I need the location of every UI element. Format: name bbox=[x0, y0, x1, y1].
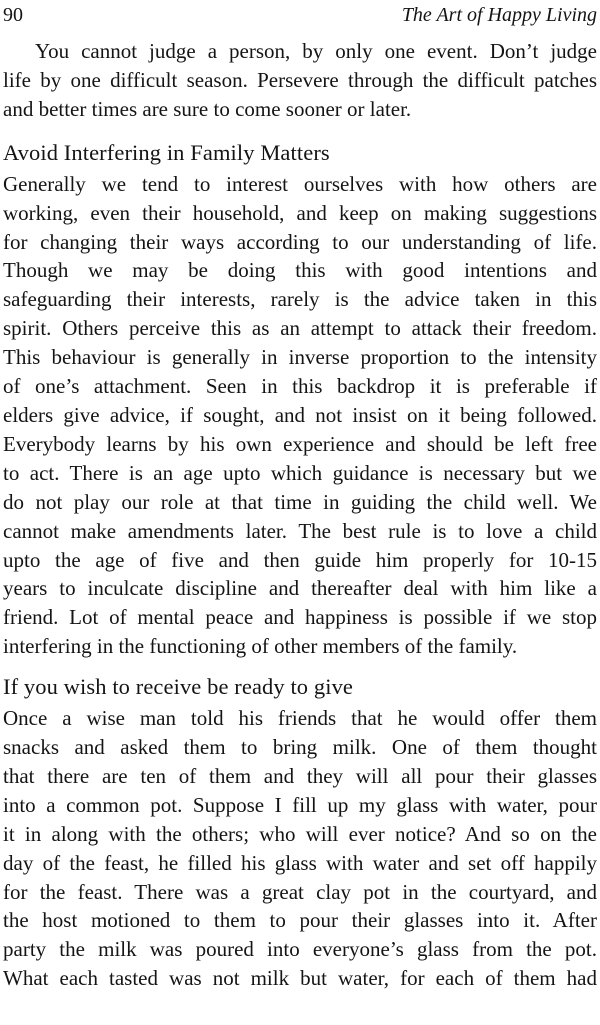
text-line: for changing their ways according to our understanding of life. bbox=[3, 229, 597, 254]
text-line: day of the feast, he filled his glass with water and set off happily bbox=[3, 850, 597, 875]
book-page bbox=[3, 0, 597, 1025]
text-line: spirit. Others perceive this as an attempt to attack their freedom. bbox=[3, 316, 597, 341]
section-heading-receive-give: If you wish to receive be ready to give bbox=[3, 674, 354, 700]
text-line: into a common pot. Suppose I fill up my glass with water, pour bbox=[3, 792, 597, 817]
text-line: do not play our role at that time in guiding the child well. We bbox=[3, 489, 597, 514]
text-line: This behaviour is generally in inverse proportion to the intensity bbox=[3, 345, 597, 370]
text-line: Everybody learns by his own experience and should be left free bbox=[3, 431, 597, 456]
text-line: for the feast. There was a great clay pot in the courtyard, and bbox=[3, 879, 597, 904]
text-line: elders give advice, if sought, and not insist on it being followed. bbox=[3, 402, 597, 427]
text-line: years to inculcate discipline and thereafter deal with him like a bbox=[3, 576, 597, 601]
text-line: life by one difficult season. Persevere through the difficult patches bbox=[3, 67, 597, 92]
section-heading-family-matters: Avoid Interfering in Family Matters bbox=[3, 139, 330, 165]
page-number: 90 bbox=[3, 4, 23, 26]
text-line: friend. Lot of mental peace and happiness is possible if we stop bbox=[3, 605, 597, 630]
running-title: The Art of Happy Living bbox=[401, 4, 597, 26]
text-line: Generally we tend to interest ourselves with how others are bbox=[3, 171, 597, 196]
text-line: the host motioned to them to pour their glasses into it. After bbox=[3, 908, 597, 933]
text-line: working, even their household, and keep on making suggestions bbox=[3, 200, 597, 225]
text-line: What each tasted was not milk but water, for each of them had bbox=[3, 966, 597, 991]
text-line: party the milk was poured into everyone’s glass from the pot. bbox=[3, 937, 597, 962]
text-line: Though we may be doing this with good intentions and bbox=[3, 258, 597, 283]
text-line: interfering in the functioning of other members of the family. bbox=[3, 634, 518, 659]
text-line: safeguarding their interests, rarely is the advice taken in this bbox=[3, 287, 597, 312]
text-line: to act. There is an age upto which guidance is necessary but we bbox=[3, 460, 597, 485]
text-line: Once a wise man told his friends that he would offer them bbox=[3, 706, 597, 731]
running-header bbox=[3, 0, 597, 30]
receive-give-paragraph bbox=[3, 704, 597, 993]
text-line: cannot make amendments later. The best rule is to love a child bbox=[3, 518, 597, 543]
text-line: of one’s attachment. Seen in this backdrop it is preferable if bbox=[3, 374, 597, 399]
text-line: and better times are sure to come sooner or later. bbox=[3, 96, 412, 121]
text-line: upto the age of five and then guide him properly for 10-15 bbox=[3, 547, 597, 572]
opening-paragraph bbox=[3, 37, 597, 124]
text-line: that there are ten of them and they will all pour their glasses bbox=[3, 763, 597, 788]
text-line: it in along with the others; who will ever notice? And so on the bbox=[3, 821, 597, 846]
text-line: You cannot judge a person, by only one event. Don’t judge bbox=[35, 39, 597, 63]
text-line: snacks and asked them to bring milk. One of them thought bbox=[3, 735, 597, 760]
family-matters-paragraph bbox=[3, 170, 597, 661]
